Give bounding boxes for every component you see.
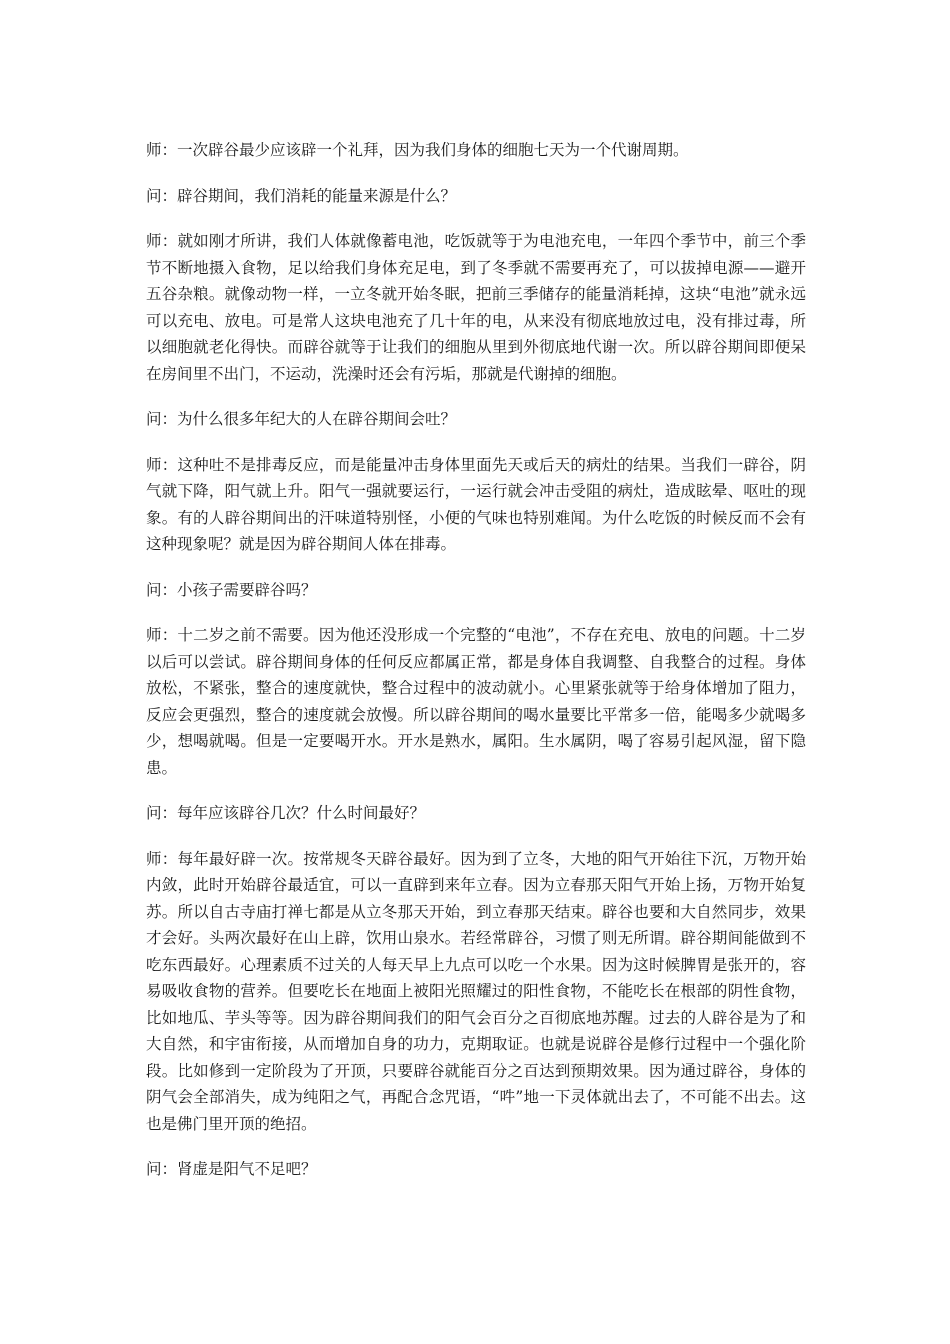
question-paragraph: 问：辟谷期间，我们消耗的能量来源是什么？ bbox=[146, 186, 457, 205]
answer-paragraph: 师：就如刚才所讲，我们人体就像蓄电池，吃饭就等于为电池充电，一年四个季节中，前三个季节不断地摄入食物，足以给我们身体充足电，到了冬季就不需要再充了，可以拔掉电源——避开五谷杂粮。就像动物一样，一立冬就开始冬眠，把前三季储存的能量消耗掉，这块“电池”就永远可以充电、放电。可是常人这块电池充了几十年的电，从来没有彻底地放过电，没有排过毒，所以细胞就老化得快。而辟谷就等于让我们的细胞从里到外彻底地代谢一次。所以辟谷期间即便呆在房间里不出门，不运动，洗澡时还会有污垢，那就是代谢掉的细胞。 bbox=[146, 232, 806, 383]
question-paragraph: 问：肾虚是阳气不足吧？ bbox=[146, 1160, 317, 1178]
answer-paragraph: 师：这种吐不是排毒反应，而是能量冲击身体里面先天或后天的病灶的结果。当我们一辟谷，阴气就下降，阳气就上升。阳气一强就要运行，一运行就会冲击受阻的病灶，造成眩晕、呕吐的现象。有的人辟谷期间出的汗味道特别怪，小便的气味也特别难闻。为什么吃饭的时候反而不会有这种现象呢？就是因为辟谷期间人体在排毒。 bbox=[146, 455, 806, 553]
question-paragraph: 问：小孩子需要辟谷吗？ bbox=[146, 580, 317, 599]
question-paragraph: 问：每年应该辟谷几次？什么时间最好？ bbox=[146, 804, 426, 822]
question-paragraph: 问：为什么很多年纪大的人在辟谷期间会吐？ bbox=[146, 410, 457, 428]
answer-paragraph: 师：每年最好辟一次。按常规冬天辟谷最好。因为到了立冬，大地的阳气开始往下沉，万物开始内敛，此时开始辟谷最适宜，可以一直辟到来年立春。因为立春那天阳气开始上扬，万物开始复苏。所以自古寺庙打禅七都是从立冬那天开始，到立春那天结束。辟谷也要和大自然同步，效果才会好。头两次最好在山上辟，饮用山泉水。若经常辟谷，习惯了则无所谓。辟谷期间能做到不吃东西最好。心理素质不过关的人每天早上九点可以吃一个水果。因为这时候脾胃是张开的，容易吸收食物的营养。但要吃长在地面上被阳光照耀过的阳性食物，不能吃长在根部的阴性食物，比如地瓜、芋头等等。因为辟谷期间我们的阳气会百分之百彻底地苏醒。过去的人辟谷是为了和大自然，和宇宙衔接，从而增加自身的功力，克期取证。也就是说辟谷是修行过程中一个强化阶段。比如修到一定阶段为了开顶，只要辟谷就能百分之百达到预期效果。因为通过辟谷，身体的阴气会全部消失，成为纯阳之气，再配合念咒语，“吽”地一下灵体就出去了，不可能不出去。这也是佛门里开顶的绝招。 bbox=[146, 849, 806, 1133]
document-body bbox=[146, 137, 806, 1202]
answer-paragraph: 师：一次辟谷最少应该辟一个礼拜，因为我们身体的细胞七天为一个代谢周期。 bbox=[146, 141, 689, 159]
answer-paragraph: 师：十二岁之前不需要。因为他还没形成一个完整的“电池”，不存在充电、放电的问题。十二岁以后可以尝试。辟谷期间身体的任何反应都属正常，都是身体自我调整、自我整合的过程。身体放松，不紧张，整合的速度就快，整合过程中的波动就小。心里紧张就等于给身体增加了阻力，反应会更强烈，整合的速度就会放慢。所以辟谷期间的喝水量要比平常多一倍，能喝多少就喝多少，想喝就喝。但是一定要喝开水。开水是熟水，属阳。生水属阴，喝了容易引起风湿，留下隐患。 bbox=[146, 626, 806, 777]
